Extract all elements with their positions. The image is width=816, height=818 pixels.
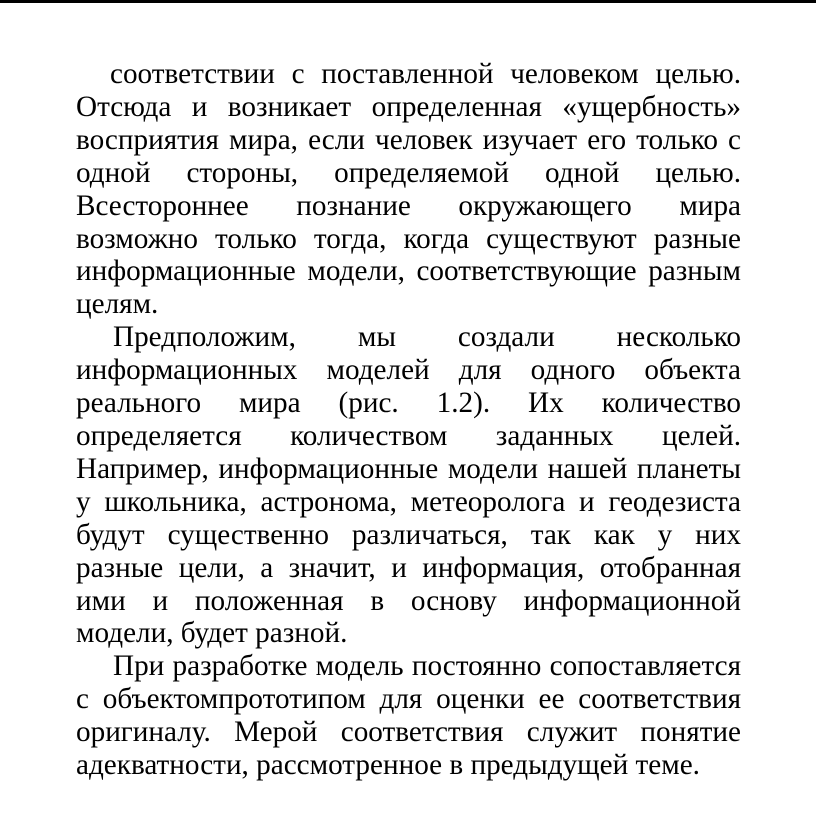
document-text	[76, 58, 741, 782]
paragraph-3: При разработке модель постоянно сопоставляется с объектомпрототипом для оценки ее соответствия оригиналу. Мерой соответствия служит понятие адекватности, рассмотренное в предыдущей теме.	[76, 650, 741, 782]
paragraph-1: соответствии с поставленной человеком целью. Отсюда и возникает определенная «ущербность» восприятия мира, если человек изучает его только с одной стороны, определяемой одной целью. Всестороннее познание окружающего мира возможно только тогда, когда существуют разные информационные модели, соответствующие разным целям.	[76, 58, 741, 321]
paragraph-2: Предположим, мы создали несколько информационных моделей для одного объекта реального мира (рис. 1.2). Их количество определяется количеством заданных целей. Например, информационные модели нашей планеты у школьника, астронома, метеоролога и геодезиста будут существенно различаться, так как у них разные цели, а значит, и информация, отобранная ими и положенная в основу информационной модели, будет разной.	[76, 321, 741, 650]
page-top-border	[0, 0, 816, 3]
